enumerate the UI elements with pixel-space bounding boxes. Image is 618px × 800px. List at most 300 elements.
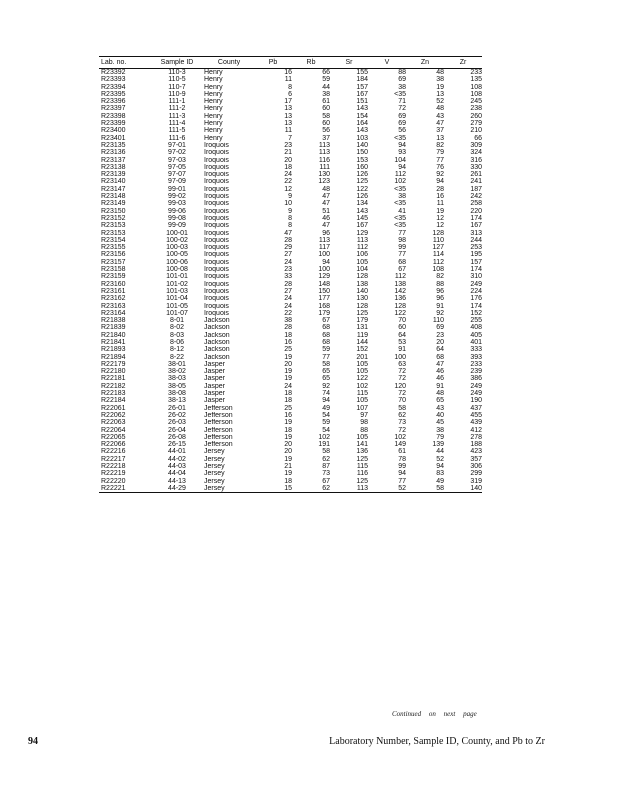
sample-id-cell: 100-03 (166, 244, 188, 252)
sr-cell: 103 (356, 134, 368, 142)
pb-cell: 13 (284, 112, 292, 120)
table-row (99, 470, 482, 477)
pb-cell: 24 (284, 258, 292, 266)
zr-cell: 249 (470, 382, 482, 390)
sample-id-cell: 99-03 (168, 200, 186, 208)
lab-no-cell: R22216 (101, 448, 126, 456)
v-cell: <35 (394, 222, 406, 230)
lab-no-cell: R22219 (101, 470, 126, 478)
table-row (99, 84, 482, 91)
sample-id-cell: 97-02 (168, 149, 186, 157)
pb-cell: 9 (288, 207, 292, 215)
zn-cell: 43 (436, 404, 444, 412)
zr-cell: 324 (470, 149, 482, 157)
zn-cell: 52 (436, 455, 444, 463)
continued-note: Continued on next page (392, 710, 477, 718)
sample-id-cell: 44-02 (168, 455, 186, 463)
pb-cell: 28 (284, 236, 292, 244)
pb-cell: 13 (284, 105, 292, 113)
rb-cell: 148 (318, 280, 330, 288)
zn-cell: 88 (436, 280, 444, 288)
lab-no-cell: R23159 (101, 273, 126, 281)
rb-cell: 46 (322, 214, 330, 222)
pb-cell: 18 (284, 163, 292, 171)
table-row (99, 427, 482, 434)
v-cell: 112 (394, 171, 406, 179)
zn-cell: 44 (436, 448, 444, 456)
v-cell: 138 (394, 280, 406, 288)
zr-cell: 220 (470, 207, 482, 215)
v-cell: 102 (394, 433, 406, 441)
sample-id-cell: 99-09 (168, 222, 186, 230)
sample-id-cell: 38-03 (168, 375, 186, 383)
rb-cell: 58 (322, 360, 330, 368)
v-cell: 72 (398, 390, 406, 398)
table-row (99, 295, 482, 302)
zr-cell: 439 (470, 419, 482, 427)
sr-cell: 98 (360, 419, 368, 427)
sample-id-cell: 101-04 (166, 295, 188, 303)
zr-cell: 238 (470, 105, 482, 113)
county-cell: Iroquois (204, 178, 229, 186)
v-cell: 72 (398, 368, 406, 376)
pb-cell: 9 (288, 193, 292, 201)
rb-cell: 100 (318, 251, 330, 259)
v-cell: 70 (398, 317, 406, 325)
zn-cell: 79 (436, 433, 444, 441)
rb-cell: 123 (318, 178, 330, 186)
zn-cell: 128 (432, 229, 444, 237)
zr-cell: 135 (470, 76, 482, 84)
v-cell: 128 (394, 302, 406, 310)
pb-cell: 20 (284, 448, 292, 456)
county-cell: Jasper (204, 375, 226, 383)
sample-id-cell: 97-05 (168, 163, 186, 171)
zr-cell: 309 (470, 141, 482, 149)
lab-no-cell: R23147 (101, 185, 126, 193)
lab-no-cell: R22183 (101, 390, 126, 398)
sr-cell: 143 (356, 127, 368, 135)
sample-id-cell: 110-3 (168, 69, 186, 76)
rb-cell: 68 (322, 338, 330, 346)
pb-cell: 15 (254, 485, 292, 493)
pb-cell: 28 (284, 280, 292, 288)
lab-no-cell: R23139 (101, 171, 126, 179)
rb-cell: 60 (322, 120, 330, 128)
v-cell: 93 (398, 149, 406, 157)
table-row (99, 346, 482, 353)
pb-cell: 38 (284, 317, 292, 325)
v-cell: 58 (398, 404, 406, 412)
zr-cell: 195 (470, 251, 482, 259)
zn-cell: 76 (436, 163, 444, 171)
lab-no-cell: R22184 (101, 397, 126, 405)
table-row (99, 419, 482, 426)
table-row (99, 434, 482, 441)
zn-cell: 48 (436, 105, 444, 113)
zn-cell: 38 (436, 76, 444, 84)
lab-no-cell: R23137 (101, 156, 126, 164)
rb-cell: 168 (318, 302, 330, 310)
zn-cell: 23 (436, 331, 444, 339)
zr-cell: 258 (470, 200, 482, 208)
sr-cell: 143 (356, 207, 368, 215)
county-cell: Iroquois (204, 302, 229, 310)
county-cell: Henry (204, 120, 223, 128)
sr-cell: 105 (356, 368, 368, 376)
v-cell: <35 (394, 200, 406, 208)
zr-cell: 190 (470, 397, 482, 405)
pb-cell: 20 (284, 360, 292, 368)
lab-no-cell: R21894 (101, 353, 126, 361)
lab-no-cell: R21838 (101, 317, 126, 325)
lab-no-cell: R23400 (101, 127, 126, 135)
sample-id-cell: 26-08 (168, 433, 186, 441)
lab-no-cell: R23398 (101, 112, 126, 120)
pb-cell: 6 (288, 90, 292, 98)
v-cell: 63 (398, 360, 406, 368)
county-cell: Jersey (204, 477, 225, 485)
pb-cell: 25 (284, 346, 292, 354)
pb-cell: 22 (284, 178, 292, 186)
pb-cell: 28 (284, 324, 292, 332)
rb-cell: 94 (322, 258, 330, 266)
pb-cell: 23 (284, 266, 292, 274)
zn-cell: 69 (436, 324, 444, 332)
county-cell: Henry (204, 98, 223, 106)
county-cell: Henry (204, 83, 223, 91)
table-row (99, 303, 482, 310)
sr-cell: 140 (356, 287, 368, 295)
lab-no-cell: R23152 (101, 214, 126, 222)
lab-no-cell: R23153 (101, 229, 126, 237)
rb-cell: 100 (318, 266, 330, 274)
v-cell: 120 (394, 382, 406, 390)
rb-cell: 66 (322, 69, 330, 76)
pb-cell: 24 (284, 382, 292, 390)
table-row (99, 383, 482, 390)
rb-cell: 62 (322, 455, 330, 463)
zr-cell: 66 (474, 134, 482, 142)
sr-cell: 105 (356, 397, 368, 405)
county-cell: Jefferson (204, 433, 233, 441)
sr-cell: 113 (356, 236, 368, 244)
table-row (99, 127, 482, 134)
sample-id-cell: 38-02 (168, 368, 186, 376)
lab-no-cell: R23136 (101, 149, 126, 157)
rb-cell: 54 (322, 411, 330, 419)
v-cell: 68 (398, 258, 406, 266)
county-cell: Jackson (204, 317, 230, 325)
zr-cell: 152 (470, 309, 482, 317)
table-row (99, 186, 482, 193)
v-cell: 60 (398, 324, 406, 332)
pb-cell: 19 (284, 368, 292, 376)
v-cell: 104 (394, 156, 406, 164)
zn-cell: 13 (436, 90, 444, 98)
zr-cell: 187 (470, 185, 482, 193)
v-cell: 53 (398, 338, 406, 346)
lab-no-cell: R23164 (101, 309, 126, 317)
rb-cell: 111 (319, 163, 330, 171)
sr-cell: 179 (356, 317, 368, 325)
county-cell: Jefferson (204, 426, 233, 434)
zn-cell: 110 (432, 236, 444, 244)
v-cell: <35 (394, 90, 406, 98)
sample-id-cell: 44-03 (168, 463, 186, 471)
zr-cell: 279 (470, 120, 482, 128)
pb-cell: 11 (284, 76, 292, 84)
sr-cell: 104 (356, 266, 368, 274)
sr-cell: 131 (356, 324, 368, 332)
table-row (99, 69, 482, 77)
rb-cell: 73 (322, 470, 330, 478)
zr-cell: 108 (470, 83, 482, 91)
pb-cell: 18 (284, 390, 292, 398)
lab-no-cell: R23396 (101, 98, 126, 106)
table-row (99, 230, 482, 237)
table-row (99, 113, 482, 120)
zr-cell: 330 (470, 163, 482, 171)
zr-cell: 333 (470, 346, 482, 354)
lab-no-cell: R23135 (101, 141, 126, 149)
table-row (99, 397, 482, 404)
sr-cell: 130 (356, 295, 368, 303)
sample-id-cell: 100-05 (166, 251, 188, 259)
rb-cell: 191 (318, 441, 330, 449)
sample-id-cell: 101-05 (166, 302, 188, 310)
table-row (99, 208, 482, 215)
pb-cell: 29 (284, 244, 292, 252)
table-row (99, 485, 482, 493)
sample-id-cell: 99-02 (168, 193, 186, 201)
pb-cell: 21 (284, 149, 292, 157)
pb-cell: 21 (284, 463, 292, 471)
zr-cell: 176 (470, 295, 482, 303)
sr-cell: 145 (356, 214, 368, 222)
lab-no-cell: R23154 (101, 236, 126, 244)
rb-cell: 177 (318, 295, 330, 303)
lab-no-cell: R22062 (101, 411, 126, 419)
pb-cell: 7 (288, 134, 292, 142)
lab-no-cell: R23401 (101, 134, 126, 142)
v-cell: 52 (368, 485, 406, 493)
lab-no-cell: R23157 (101, 258, 126, 266)
zn-cell: 11 (436, 200, 444, 208)
sample-id-cell: 101-03 (166, 287, 188, 295)
pb-cell: 13 (284, 120, 292, 128)
zr-cell: 233 (470, 69, 482, 76)
county-cell: Iroquois (204, 193, 229, 201)
lab-no-cell: R23394 (101, 83, 126, 91)
sr-cell: 144 (356, 338, 368, 346)
lab-no-cell: R21841 (101, 338, 126, 346)
table-row (99, 164, 482, 171)
rb-cell: 74 (322, 390, 330, 398)
county-cell: Henry (204, 90, 223, 98)
zn-cell: 82 (436, 273, 444, 281)
county-cell: Henry (204, 69, 223, 76)
zr-cell: 455 (470, 411, 482, 419)
sr-cell: 160 (356, 163, 368, 171)
sample-id-cell: 44-29 (154, 485, 200, 493)
table-row (99, 105, 482, 112)
rb-cell: 58 (322, 112, 330, 120)
county-cell: Henry (204, 134, 223, 142)
pb-cell: 20 (284, 441, 292, 449)
lab-no-cell: R22220 (101, 477, 126, 485)
county-cell: Iroquois (204, 163, 229, 171)
zn-cell: 12 (436, 222, 444, 230)
sample-id-cell: 111-4 (168, 120, 186, 128)
v-cell: <35 (394, 214, 406, 222)
lab-no-cell: R23393 (101, 76, 126, 84)
sr-cell: 126 (356, 171, 368, 179)
v-cell: 61 (398, 448, 406, 456)
sr-cell: 126 (356, 193, 368, 201)
sr-cell: 106 (356, 251, 368, 259)
v-cell: 78 (398, 455, 406, 463)
table-row (99, 273, 482, 280)
v-cell: 98 (398, 236, 406, 244)
pb-cell: 47 (284, 229, 292, 237)
pb-cell: 16 (284, 411, 292, 419)
zr-cell: 408 (470, 324, 482, 332)
zr-cell: 249 (470, 390, 482, 398)
lab-no-cell: R21839 (101, 324, 126, 332)
table-row (99, 142, 482, 149)
v-cell: <35 (394, 134, 406, 142)
zr-cell: 405 (470, 331, 482, 339)
county-cell: Jackson (204, 324, 230, 332)
pb-cell: 18 (284, 397, 292, 405)
sr-cell: 105 (356, 433, 368, 441)
zr-cell: 393 (470, 353, 482, 361)
v-cell: 99 (398, 244, 406, 252)
sr-cell: 143 (356, 105, 368, 113)
col-header-v: V (368, 57, 406, 69)
table-row (99, 324, 482, 331)
v-cell: 94 (398, 163, 406, 171)
county-cell: Iroquois (204, 229, 229, 237)
lab-no-cell: R23392 (101, 69, 126, 76)
zn-cell: 96 (436, 287, 444, 295)
lab-no-cell: R23399 (101, 120, 126, 128)
zn-cell: 28 (436, 185, 444, 193)
zn-cell: 92 (436, 309, 444, 317)
lab-no-cell: R22065 (101, 433, 126, 441)
zn-cell: 48 (436, 390, 444, 398)
v-cell: 112 (394, 273, 406, 281)
sr-cell: 107 (356, 404, 368, 412)
zr-cell: 253 (470, 244, 482, 252)
sample-id-cell: 99-06 (168, 207, 186, 215)
zr-cell: 357 (470, 455, 482, 463)
pb-cell: 12 (284, 185, 292, 193)
zr-cell: 244 (470, 236, 482, 244)
county-cell: Iroquois (204, 295, 229, 303)
rb-cell: 59 (322, 76, 330, 84)
sample-id-cell: 97-09 (168, 178, 186, 186)
zr-cell: 278 (470, 433, 482, 441)
lab-no-cell: R23149 (101, 200, 126, 208)
pb-cell: 8 (288, 222, 292, 230)
zr-cell: 437 (470, 404, 482, 412)
zn-cell: 45 (436, 419, 444, 427)
county-cell: Iroquois (204, 266, 229, 274)
zn-cell: 92 (436, 171, 444, 179)
v-cell: 102 (394, 178, 406, 186)
zn-cell: 91 (436, 382, 444, 390)
rb-cell: 62 (292, 485, 330, 493)
v-cell: 71 (398, 98, 406, 106)
zr-cell: 255 (470, 317, 482, 325)
sr-cell: 154 (356, 112, 368, 120)
v-cell: 77 (398, 477, 406, 485)
table-row (99, 76, 482, 83)
v-cell: 56 (398, 127, 406, 135)
rb-cell: 47 (322, 222, 330, 230)
sr-cell: 125 (356, 455, 368, 463)
sample-id-cell: 38-08 (168, 390, 186, 398)
sample-id-cell: 111-1 (168, 98, 186, 106)
zr-cell: 313 (470, 229, 482, 237)
zn-cell: 114 (432, 251, 444, 259)
table-row (99, 361, 482, 368)
zn-cell: 49 (436, 477, 444, 485)
rb-cell: 179 (318, 309, 330, 317)
sample-id-cell: 38-13 (168, 397, 186, 405)
table-row (99, 215, 482, 222)
v-cell: 136 (394, 295, 406, 303)
pb-cell: 18 (284, 426, 292, 434)
table-row (99, 178, 482, 185)
sample-id-cell: 110-7 (168, 83, 186, 91)
rb-cell: 60 (322, 105, 330, 113)
zn-cell: 13 (436, 134, 444, 142)
lab-no-cell: R23153 (101, 222, 126, 230)
pb-cell: 20 (284, 156, 292, 164)
sr-cell: 88 (360, 426, 368, 434)
sample-id-cell: 99-01 (168, 185, 186, 193)
table-row (99, 478, 482, 485)
county-cell: Henry (204, 76, 223, 84)
rb-cell: 67 (322, 477, 330, 485)
sample-id-cell: 8-22 (169, 353, 184, 361)
rb-cell: 67 (322, 317, 330, 325)
table-row (99, 441, 482, 448)
sample-id-cell: 97-07 (168, 171, 186, 179)
v-cell: 77 (398, 251, 406, 259)
v-cell: 72 (398, 375, 406, 383)
pb-cell: 16 (284, 69, 292, 76)
zn-cell: 139 (432, 441, 444, 449)
zn-cell: 47 (436, 120, 444, 128)
pb-cell: 16 (284, 338, 292, 346)
sample-id-cell: 101-01 (166, 273, 188, 281)
v-cell: 69 (398, 120, 406, 128)
zn-cell: 19 (436, 83, 444, 91)
sr-cell: 167 (356, 90, 368, 98)
table-row (99, 310, 482, 317)
zr-cell: 245 (470, 98, 482, 106)
pb-cell: 18 (284, 477, 292, 485)
zr-cell: 386 (470, 375, 482, 383)
col-header-sr: Sr (330, 57, 368, 69)
v-cell: 149 (394, 441, 406, 449)
lab-no-cell: R23395 (101, 90, 126, 98)
sr-cell: 119 (356, 331, 368, 339)
